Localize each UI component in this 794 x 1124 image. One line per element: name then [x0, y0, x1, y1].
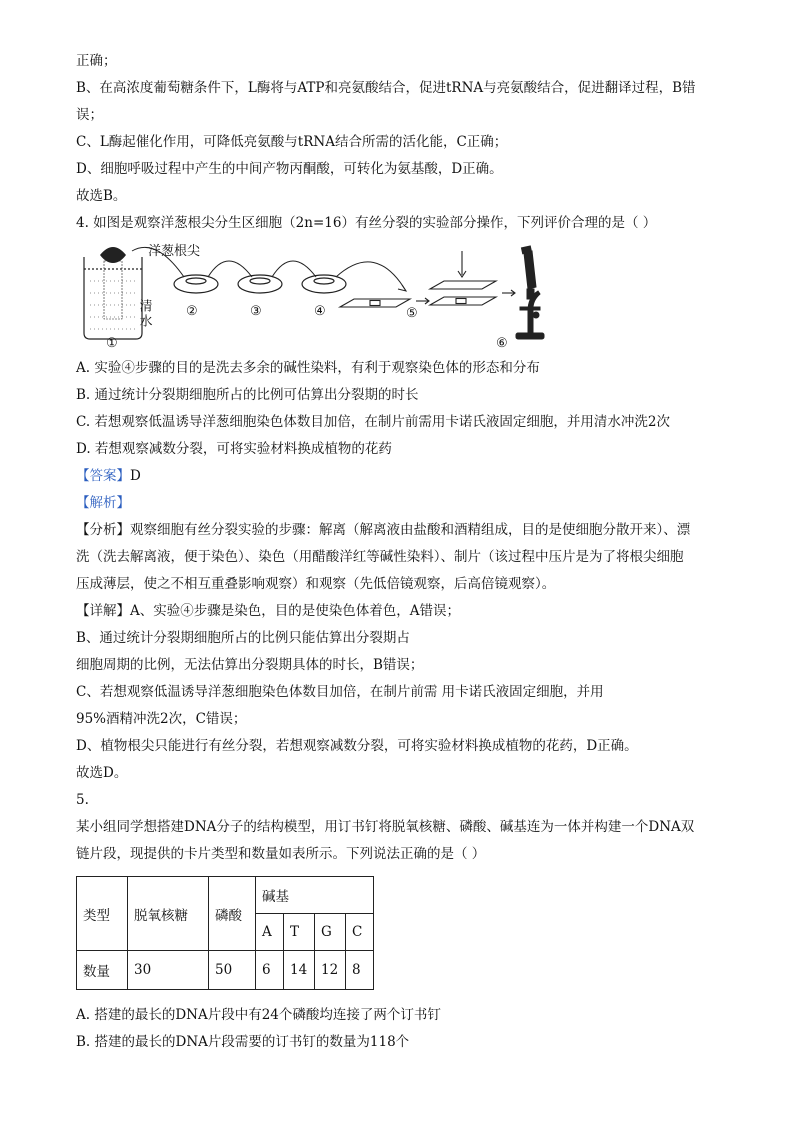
- table-cell: 8: [346, 951, 374, 990]
- option-a: A. 搭建的最长的DNA片段中有24个磷酸均连接了两个订书钉: [76, 1007, 441, 1023]
- text-line: B、在高浓度葡萄糖条件下，L酶将与ATP和亮氨酸结合，促进tRNA与亮氨酸结合，促进翻译过程，B错: [76, 80, 696, 96]
- detail-line: D、植物根尖只能进行有丝分裂，若想观察减数分裂，可将实验材料换成植物的花药，D正确。: [76, 738, 638, 754]
- option-b: B. 搭建的最长的DNA片段需要的订书钉的数量为118个: [76, 1034, 410, 1050]
- step-label: ⑥: [496, 336, 508, 349]
- answer-tag: 【答案】: [76, 468, 130, 484]
- step-label: ③: [250, 304, 262, 319]
- question-5: [76, 787, 726, 1056]
- answer-value: D: [130, 468, 141, 484]
- option-c: C. 若想观察低温诱导洋葱细胞染色体数目加倍，在制片前需用卡诺氏液固定细胞，并用清水冲洗2次: [76, 414, 671, 430]
- detail-line: 故选D。: [76, 765, 128, 781]
- exam-page: [76, 48, 726, 1056]
- experiment-figure: [76, 241, 546, 349]
- text-line: D、细胞呼吸过程中产生的中间产物丙酮酸，可转化为氨基酸，D正确。: [76, 161, 503, 177]
- table-cell: 50: [209, 951, 256, 990]
- text-line: 故选B。: [76, 188, 127, 204]
- base-header: C: [346, 914, 374, 951]
- question-stem: 链片段，现提供的卡片类型和数量如表所示。下列说法正确的是（ ）: [76, 846, 486, 862]
- base-header: T: [284, 914, 315, 951]
- option-d: D. 若想观察减数分裂，可将实验材料换成植物的花药: [76, 441, 392, 457]
- press-slide-icon: [430, 251, 496, 305]
- row-label: 数量: [77, 951, 128, 990]
- analysis-line: 【分析】观察细胞有丝分裂实验的步骤：解离（解离液由盐酸和酒精组成，目的是使细胞分散开来）、漂: [76, 522, 691, 538]
- detail-line: 【详解】A、实验④步骤是染色，目的是使染色体着色，A错误；: [76, 603, 460, 619]
- card-table: [76, 876, 374, 990]
- analysis-line: 压成薄层，使之不相互重叠影响观察）和观察（先低倍镜观察，后高倍镜观察）。: [76, 576, 556, 592]
- detail-line: B、通过统计分裂期细胞所占的比例只能估算出分裂期占: [76, 630, 410, 646]
- text-line: 正确；: [76, 53, 117, 69]
- detail-line: 细胞周期的比例，无法估算出分裂期具体的时长，B错误；: [76, 657, 424, 673]
- water-label: 清水: [136, 299, 152, 329]
- question-stem: 某小组同学想搭建DNA分子的结构模型，用订书钉将脱氧核糖、磷酸、碱基连为一体并构建一个DNA双: [76, 819, 695, 835]
- experiment-diagram: [76, 241, 546, 349]
- table-cell: 14: [284, 951, 315, 990]
- step-label: ②: [186, 304, 198, 319]
- question-number: 5.: [76, 792, 89, 808]
- table-cell: 6: [256, 951, 284, 990]
- table-header: 磷酸: [209, 877, 256, 951]
- question-4: [76, 210, 726, 787]
- analysis-tag: 【解析】: [76, 495, 130, 511]
- option-b: B. 通过统计分裂期细胞所占的比例可估算出分裂期的时长: [76, 387, 419, 403]
- answer-line: [76, 463, 726, 490]
- slide-icon: [340, 299, 410, 307]
- step-label: ①: [106, 336, 118, 349]
- table-header: 碱基: [256, 877, 374, 914]
- table-cell: 12: [315, 951, 346, 990]
- base-header: G: [315, 914, 346, 951]
- step-label: ⑤: [406, 306, 418, 321]
- question-stem: 4. 如图是观察洋葱根尖分生区细胞（2n=16）有丝分裂的实验部分操作，下列评价合理的是（ ）: [76, 215, 657, 231]
- analysis-line: 洗（洗去解离液，便于染色）、染色（用醋酸洋红等碱性染料）、制片（该过程中压片是为了将根尖细胞: [76, 549, 684, 565]
- detail-line: 95%酒精冲洗2次，C错误；: [76, 711, 247, 727]
- table-header: 类型: [77, 877, 128, 951]
- microscope-icon: [516, 246, 544, 339]
- beaker-icon: [84, 257, 142, 339]
- option-a: A. 实验④步骤的目的是洗去多余的碱性染料，有利于观察染色体的形态和分布: [76, 360, 540, 376]
- text-line: C、L酶起催化作用，可降低亮氨酸与tRNA结合所需的活化能，C正确；: [76, 134, 508, 150]
- base-header: A: [256, 914, 284, 951]
- text-line: 误；: [76, 107, 103, 123]
- detail-line: C、若想观察低温诱导洋葱细胞染色体数目加倍，在制片前需 用卡诺氏液固定细胞，并用: [76, 684, 604, 700]
- onion-bulb-icon: [100, 247, 126, 263]
- q3-explanation-tail: [76, 48, 726, 210]
- table-cell: 30: [128, 951, 209, 990]
- root-tip-label: 洋葱根尖: [148, 244, 201, 259]
- step-label: ④: [314, 304, 326, 319]
- table-header: 脱氧核糖: [128, 877, 209, 951]
